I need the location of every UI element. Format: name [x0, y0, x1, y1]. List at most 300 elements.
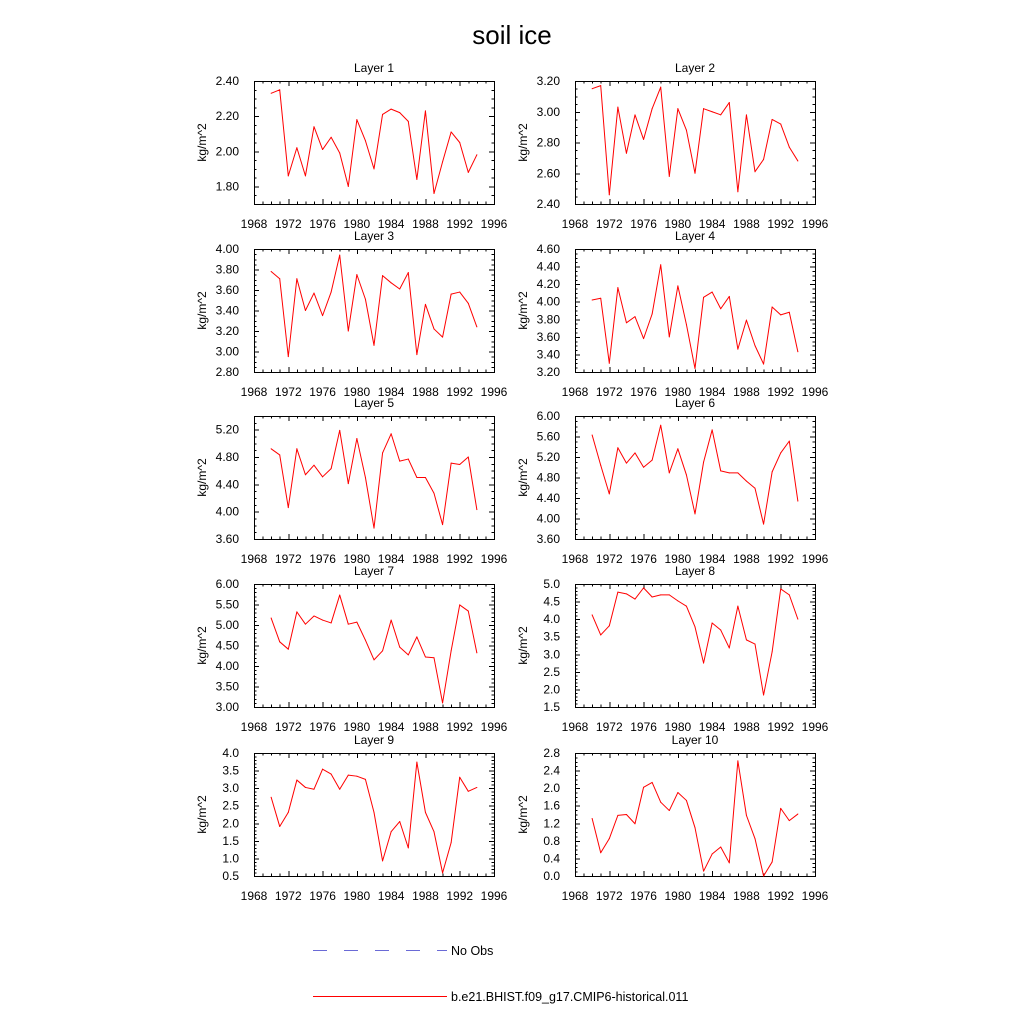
y-tick-label: 3.00	[536, 104, 560, 119]
data-point	[780, 452, 781, 453]
data-point	[617, 287, 618, 288]
data-point	[703, 462, 704, 463]
data-point	[459, 777, 460, 778]
data-point	[459, 292, 460, 293]
data-point	[703, 663, 704, 664]
data-point	[451, 842, 452, 843]
panel-title: Layer 10	[671, 733, 719, 747]
data-point	[408, 654, 409, 655]
x-tick-label: 1972	[274, 720, 302, 734]
data-point	[729, 647, 730, 648]
x-tick-label: 1968	[561, 217, 589, 231]
data-point	[322, 315, 323, 316]
y-tick-label: 2.5	[543, 664, 560, 679]
y-tick-label: 4.80	[536, 470, 560, 485]
data-point	[695, 368, 696, 369]
data-point	[468, 611, 469, 612]
x-tick-label: 1972	[274, 889, 302, 903]
x-tick-label: 1984	[377, 889, 405, 903]
data-point	[660, 87, 661, 88]
data-point	[305, 310, 306, 311]
data-point	[399, 288, 400, 289]
data-point	[600, 852, 601, 853]
data-point	[365, 477, 366, 478]
data-point	[408, 272, 409, 273]
data-point	[365, 640, 366, 641]
data-point	[729, 102, 730, 103]
data-point	[712, 292, 713, 293]
data-point	[643, 139, 644, 140]
data-point	[399, 821, 400, 822]
data-point	[652, 314, 653, 315]
data-point	[305, 787, 306, 788]
data-point	[677, 108, 678, 109]
data-point	[356, 776, 357, 777]
data-point	[797, 351, 798, 352]
data-point	[356, 622, 357, 623]
data-point	[331, 468, 332, 469]
data-point	[797, 619, 798, 620]
data-point	[669, 336, 670, 337]
y-tick-label: 3.40	[215, 303, 239, 318]
data-point	[755, 644, 756, 645]
x-tick-label: 1980	[664, 552, 692, 566]
data-point	[322, 769, 323, 770]
data-point	[669, 810, 670, 811]
data-point	[399, 112, 400, 113]
data-point	[789, 312, 790, 313]
x-tick-label: 1996	[801, 552, 829, 566]
x-tick-label: 1992	[767, 217, 795, 231]
data-point	[425, 656, 426, 657]
x-tick-label: 1968	[240, 720, 268, 734]
y-tick-label: 4.40	[536, 491, 560, 505]
x-tick-label: 1996	[480, 889, 508, 903]
data-point	[686, 800, 687, 801]
x-tick-label: 1988	[412, 552, 439, 566]
data-point	[382, 452, 383, 453]
x-tick-label: 1992	[767, 889, 795, 903]
data-point	[348, 331, 349, 332]
data-point	[720, 847, 721, 848]
y-tick-label: 3.0	[543, 647, 560, 662]
data-point	[271, 618, 272, 619]
data-point	[451, 463, 452, 464]
y-tick-label: 2.80	[215, 365, 239, 379]
x-tick-label: 1984	[377, 720, 405, 734]
data-point	[652, 460, 653, 461]
data-point	[331, 774, 332, 775]
x-tick-label: 1996	[801, 889, 829, 903]
data-point	[763, 364, 764, 365]
data-point	[271, 93, 272, 94]
data-point	[476, 652, 477, 653]
data-point	[712, 854, 713, 855]
y-tick-label: 3.40	[536, 347, 560, 362]
data-point	[391, 831, 392, 832]
data-point	[314, 465, 315, 466]
data-point	[660, 594, 661, 595]
data-point	[459, 464, 460, 465]
y-tick-label: 3.20	[536, 74, 560, 88]
data-point	[434, 328, 435, 329]
data-point	[592, 434, 593, 435]
data-point	[348, 624, 349, 625]
data-point	[729, 862, 730, 863]
data-point	[468, 303, 469, 304]
data-point	[763, 524, 764, 525]
data-point	[271, 797, 272, 798]
data-point	[434, 831, 435, 832]
data-point	[677, 285, 678, 286]
data-point	[789, 594, 790, 595]
data-point	[416, 762, 417, 763]
x-tick-label: 1968	[561, 385, 589, 399]
data-point	[451, 650, 452, 651]
data-point	[797, 501, 798, 502]
y-tick-label: 4.00	[536, 294, 560, 309]
data-point	[365, 779, 366, 780]
data-point	[677, 600, 678, 601]
x-tick-label: 1976	[309, 720, 336, 734]
y-tick-label: 5.60	[536, 429, 560, 444]
y-tick-label: 3.60	[536, 532, 560, 546]
legend-label-model: b.e21.BHIST.f09_g17.CMIP6-historical.011	[451, 990, 689, 1004]
y-axis-label: kg/m^2	[195, 626, 209, 665]
data-point	[339, 255, 340, 256]
data-point	[476, 509, 477, 510]
y-tick-label: 3.60	[536, 329, 560, 344]
panel-title: Layer 7	[353, 564, 395, 578]
y-tick-label: 3.80	[536, 312, 560, 327]
panel-title: Layer 4	[674, 229, 716, 243]
y-tick-label: 2.0	[222, 816, 239, 831]
data-point	[695, 626, 696, 627]
x-tick-label: 1980	[343, 720, 371, 734]
data-point	[780, 808, 781, 809]
data-point	[600, 465, 601, 466]
x-tick-label: 1996	[480, 552, 508, 566]
data-point	[746, 114, 747, 115]
x-tick-label: 1988	[412, 720, 439, 734]
data-point	[314, 789, 315, 790]
data-point	[425, 477, 426, 478]
data-point	[635, 599, 636, 600]
data-point	[296, 278, 297, 279]
panel-title: Layer 9	[353, 733, 395, 747]
data-point	[652, 782, 653, 783]
data-point	[686, 324, 687, 325]
data-point	[356, 119, 357, 120]
data-point	[416, 477, 417, 478]
data-point	[476, 787, 477, 788]
y-tick-label: 4.0	[222, 746, 239, 760]
data-point	[288, 649, 289, 650]
data-point	[712, 623, 713, 624]
y-tick-label: 3.00	[215, 700, 239, 714]
x-tick-label: 1992	[446, 720, 474, 734]
x-tick-label: 1980	[343, 217, 371, 231]
y-tick-label: 5.0	[543, 577, 560, 591]
x-tick-label: 1976	[309, 217, 336, 231]
data-point	[686, 606, 687, 607]
x-tick-label: 1984	[377, 385, 405, 399]
data-point	[382, 860, 383, 861]
data-point	[434, 493, 435, 494]
data-point	[416, 354, 417, 355]
y-tick-label: 4.60	[536, 242, 560, 256]
x-tick-label: 1996	[801, 720, 829, 734]
data-point	[720, 114, 721, 115]
data-point	[703, 871, 704, 872]
panel-title: Layer 8	[674, 564, 716, 578]
y-axis-label: kg/m^2	[516, 123, 530, 162]
data-point	[279, 641, 280, 642]
data-point	[288, 175, 289, 176]
data-point	[626, 322, 627, 323]
x-tick-label: 1988	[412, 217, 439, 231]
data-point	[296, 147, 297, 148]
data-point	[442, 524, 443, 525]
data-point	[374, 659, 375, 660]
x-tick-label: 1992	[446, 217, 474, 231]
x-tick-label: 1996	[801, 385, 829, 399]
data-point	[797, 814, 798, 815]
y-tick-label: 2.0	[543, 682, 560, 697]
data-point	[695, 173, 696, 174]
y-tick-label: 3.20	[215, 324, 239, 338]
data-point	[626, 814, 627, 815]
y-tick-label: 2.60	[536, 166, 560, 181]
x-tick-label: 1980	[343, 385, 371, 399]
data-point	[331, 137, 332, 138]
data-point	[279, 826, 280, 827]
y-tick-label: 5.20	[536, 450, 560, 464]
y-tick-label: 1.6	[543, 798, 560, 813]
y-tick-label: 2.40	[215, 74, 239, 88]
data-point	[695, 827, 696, 828]
data-point	[720, 630, 721, 631]
data-point	[339, 789, 340, 790]
y-tick-label: 2.40	[536, 197, 560, 211]
data-point	[755, 171, 756, 172]
data-point	[609, 194, 610, 195]
data-point	[609, 363, 610, 364]
data-point	[626, 593, 627, 594]
x-tick-label: 1972	[595, 217, 623, 231]
data-point	[669, 594, 670, 595]
data-point	[643, 467, 644, 468]
x-tick-label: 1988	[412, 889, 439, 903]
y-tick-label: 4.0	[543, 612, 560, 627]
data-point	[686, 130, 687, 131]
y-tick-label: 2.20	[215, 109, 239, 124]
data-point	[695, 513, 696, 514]
data-point	[314, 126, 315, 127]
data-point	[416, 636, 417, 637]
data-point	[305, 175, 306, 176]
data-point	[592, 614, 593, 615]
x-tick-label: 1992	[446, 552, 474, 566]
data-point	[755, 488, 756, 489]
data-point	[279, 278, 280, 279]
data-point	[382, 114, 383, 115]
data-point	[772, 306, 773, 307]
data-point	[635, 316, 636, 317]
data-point	[643, 787, 644, 788]
x-tick-label: 1976	[630, 552, 657, 566]
y-tick-label: 3.60	[215, 283, 239, 297]
data-point	[416, 179, 417, 180]
data-point	[459, 142, 460, 143]
data-point	[476, 154, 477, 155]
data-point	[686, 474, 687, 475]
data-point	[712, 429, 713, 430]
y-tick-label: 3.5	[543, 629, 560, 644]
data-point	[391, 282, 392, 283]
data-point	[348, 186, 349, 187]
data-point	[643, 587, 644, 588]
x-tick-label: 1976	[630, 385, 657, 399]
x-tick-label: 1976	[630, 720, 657, 734]
data-point	[425, 110, 426, 111]
data-point	[755, 345, 756, 346]
data-point	[772, 861, 773, 862]
data-point	[600, 298, 601, 299]
x-tick-label: 1968	[561, 552, 589, 566]
data-point	[391, 620, 392, 621]
data-point	[296, 780, 297, 781]
y-tick-label: 1.2	[543, 816, 560, 831]
x-tick-label: 1988	[733, 720, 760, 734]
y-tick-label: 1.5	[543, 700, 560, 714]
y-tick-label: 4.00	[215, 242, 239, 256]
data-point	[789, 820, 790, 821]
data-point	[635, 452, 636, 453]
data-point	[314, 293, 315, 294]
data-point	[391, 433, 392, 434]
data-point	[399, 461, 400, 462]
data-point	[459, 604, 460, 605]
data-point	[635, 823, 636, 824]
data-point	[617, 592, 618, 593]
y-axis-label: kg/m^2	[516, 795, 530, 834]
y-tick-label: 2.4	[543, 763, 560, 778]
panel-title: Layer 1	[353, 61, 395, 75]
x-tick-label: 1972	[274, 385, 302, 399]
x-tick-label: 1992	[767, 720, 795, 734]
data-point	[746, 815, 747, 816]
y-tick-label: 4.00	[215, 504, 239, 519]
y-tick-label: 4.40	[215, 477, 239, 492]
x-tick-label: 1984	[377, 217, 405, 231]
data-point	[442, 702, 443, 703]
data-point	[600, 634, 601, 635]
y-tick-label: 2.5	[222, 798, 239, 813]
x-tick-label: 1988	[733, 552, 760, 566]
x-tick-label: 1972	[595, 720, 623, 734]
data-point	[609, 625, 610, 626]
data-point	[737, 191, 738, 192]
data-point	[408, 847, 409, 848]
x-tick-label: 1988	[733, 889, 760, 903]
x-tick-label: 1980	[664, 385, 692, 399]
figure-title: soil ice	[472, 20, 552, 50]
x-tick-label: 1980	[343, 889, 371, 903]
data-point	[729, 472, 730, 473]
data-point	[322, 149, 323, 150]
y-tick-label: 3.20	[536, 365, 560, 379]
panel-title: Layer 3	[353, 229, 395, 243]
x-tick-label: 1996	[480, 385, 508, 399]
y-tick-label: 6.00	[215, 577, 239, 591]
x-tick-label: 1996	[801, 217, 829, 231]
x-tick-label: 1984	[698, 552, 726, 566]
x-tick-label: 1968	[561, 720, 589, 734]
x-tick-label: 1968	[240, 889, 268, 903]
data-point	[442, 161, 443, 162]
data-point	[652, 108, 653, 109]
x-tick-label: 1972	[595, 889, 623, 903]
x-tick-label: 1980	[664, 217, 692, 231]
x-tick-label: 1976	[309, 385, 336, 399]
y-tick-label: 4.40	[536, 259, 560, 274]
data-point	[797, 160, 798, 161]
data-point	[339, 430, 340, 431]
data-point	[279, 454, 280, 455]
y-axis-label: kg/m^2	[195, 458, 209, 497]
data-point	[592, 299, 593, 300]
data-point	[772, 651, 773, 652]
y-axis-label: kg/m^2	[516, 626, 530, 665]
data-point	[703, 297, 704, 298]
x-tick-label: 1984	[377, 552, 405, 566]
data-point	[729, 296, 730, 297]
y-tick-label: 5.20	[215, 422, 239, 437]
y-tick-label: 4.50	[215, 638, 239, 653]
x-tick-label: 1992	[767, 385, 795, 399]
data-point	[772, 471, 773, 472]
data-point	[592, 818, 593, 819]
data-point	[600, 85, 601, 86]
data-point	[382, 650, 383, 651]
y-axis-label: kg/m^2	[516, 291, 530, 330]
data-point	[271, 448, 272, 449]
data-point	[451, 131, 452, 132]
x-tick-label: 1968	[561, 889, 589, 903]
data-point	[348, 483, 349, 484]
y-tick-label: 2.0	[543, 781, 560, 796]
x-tick-label: 1984	[698, 720, 726, 734]
data-point	[382, 275, 383, 276]
data-point	[592, 88, 593, 89]
data-point	[746, 639, 747, 640]
x-tick-label: 1972	[274, 552, 302, 566]
x-tick-label: 1992	[767, 552, 795, 566]
y-tick-label: 5.50	[215, 597, 239, 612]
y-axis-label: kg/m^2	[195, 291, 209, 330]
data-point	[643, 338, 644, 339]
data-point	[720, 308, 721, 309]
y-tick-label: 0.0	[543, 869, 560, 883]
data-point	[425, 812, 426, 813]
x-tick-label: 1988	[412, 385, 439, 399]
data-point	[288, 507, 289, 508]
data-point	[331, 292, 332, 293]
data-point	[468, 457, 469, 458]
data-point	[626, 153, 627, 154]
data-point	[305, 624, 306, 625]
